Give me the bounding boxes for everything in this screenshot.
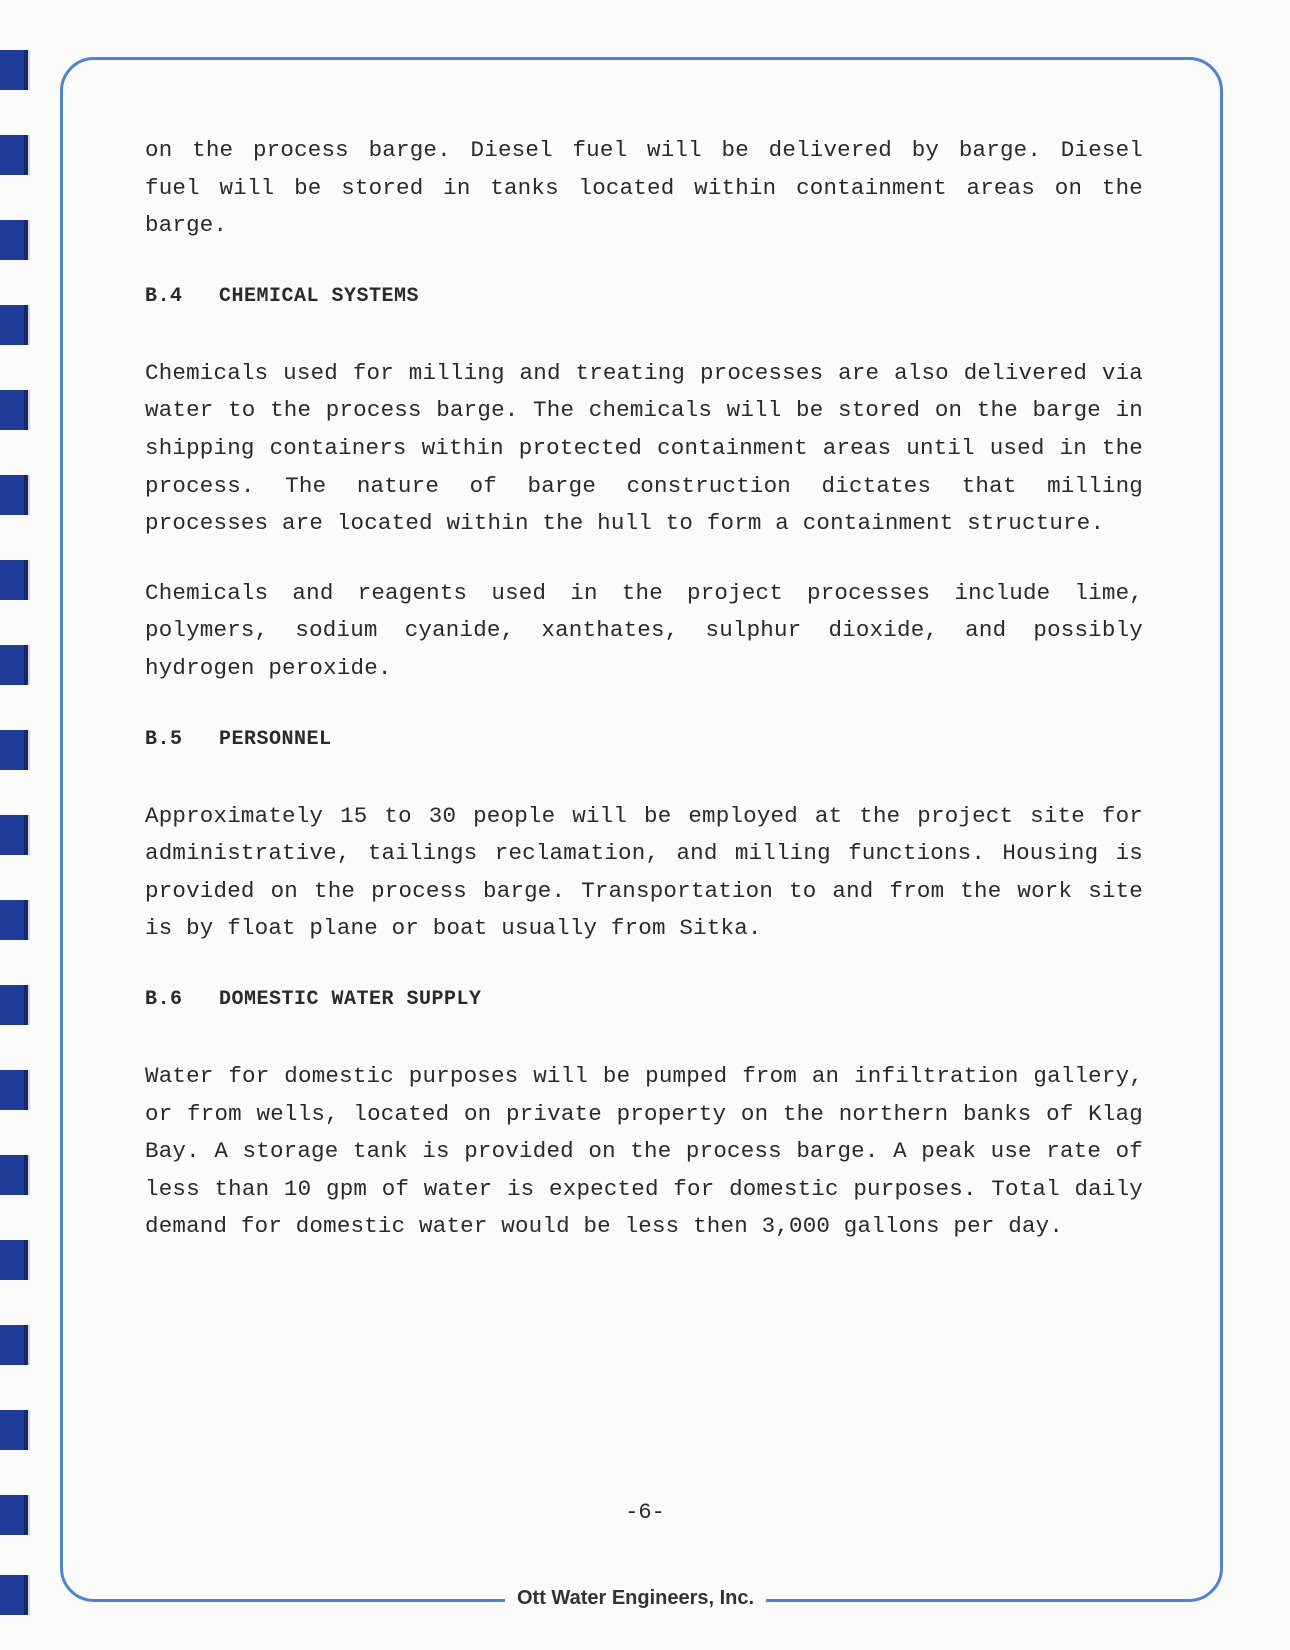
page-number: -6- (625, 1500, 665, 1525)
binding-tab (0, 50, 28, 90)
binding-tab (0, 1325, 28, 1365)
binding-tab (0, 475, 28, 515)
body-paragraph: Water for domestic purposes will be pumped from an infiltration gallery, or from wells, located on private property on the northern banks of Klag Bay. A storage tank is provided on the process barge. A peak use rate of less than 10 gpm of water is expected for domestic purposes. Total daily demand for domestic water would be less then 3,000 gallons per day. (145, 1062, 1143, 1240)
section-number: B.5 (145, 727, 183, 751)
section-title: DOMESTIC WATER SUPPLY (219, 987, 482, 1011)
section-title: CHEMICAL SYSTEMS (219, 284, 420, 308)
page-content (145, 132, 1143, 1246)
binding-tab (0, 1070, 28, 1110)
binding-tab (0, 985, 28, 1025)
binding-tab (0, 135, 28, 175)
binding-tab (0, 730, 28, 770)
section-heading-b5 (145, 728, 1143, 751)
binding-tab (0, 815, 28, 855)
binding-tab (0, 390, 28, 430)
section-heading-b6 (145, 988, 1143, 1011)
section-heading-b4 (145, 285, 1143, 308)
binding-tab (0, 1240, 28, 1280)
body-paragraph: Chemicals used for milling and treating processes are also delivered via water to the process barge. The chemicals will be stored on the barge in shipping containers within protected containment areas until used in the process. The nature of barge construction dictates that milling processes are located within the hull to form a containment structure. (145, 359, 1143, 537)
binding-tab (0, 900, 28, 940)
section-number: B.6 (145, 987, 183, 1011)
footer-company-name: Ott Water Engineers, Inc. (505, 1587, 766, 1610)
binding-tab (0, 220, 28, 260)
binding-tab (0, 645, 28, 685)
binding-tab (0, 1155, 28, 1195)
body-paragraph: Chemicals and reagents used in the project processes include lime, polymers, sodium cyanide, xanthates, sulphur dioxide, and possibly hydrogen peroxide. (145, 579, 1143, 681)
binding-tab (0, 305, 28, 345)
section-title: PERSONNEL (219, 727, 332, 751)
binding-tab (0, 1575, 28, 1615)
binding-tab (0, 1410, 28, 1450)
body-paragraph: Approximately 15 to 30 people will be employed at the project site for administrative, tailings reclamation, and milling functions. Housing is provided on the process barge. Transportation to and from the work site is by float plane or boat usually from Sitka. (145, 802, 1143, 942)
section-number: B.4 (145, 284, 183, 308)
spiral-binding (0, 40, 34, 1620)
intro-paragraph: on the process barge. Diesel fuel will be delivered by barge. Diesel fuel will be stored in tanks located within containment areas on the barge. (145, 137, 1143, 239)
binding-tab (0, 560, 28, 600)
